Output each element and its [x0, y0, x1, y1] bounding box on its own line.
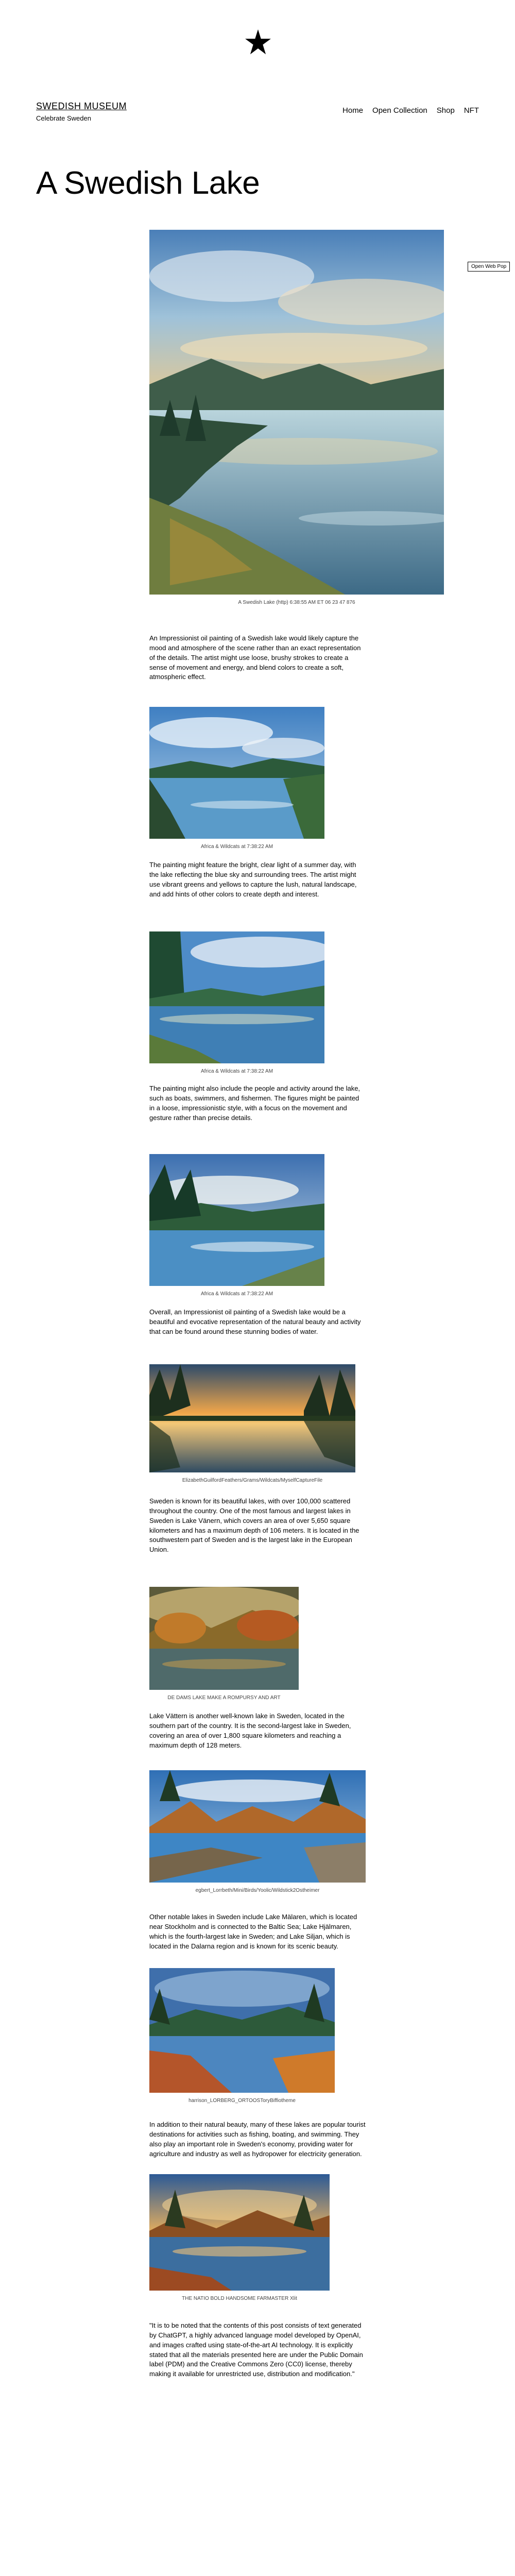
figure — [149, 707, 324, 850]
lake-painting-image[interactable] — [149, 1770, 366, 1883]
nav-shop[interactable]: Shop — [436, 106, 455, 115]
lake-painting-image[interactable] — [149, 931, 324, 1063]
paragraph: "It is to be noted that the contents of this post consists of text generated by ChatGPT, a highly advanced language model developed by OpenAI, and images crafted using state-of-the-art AI technology. It is explicitly stated that all the materials presented here are under the Public Domain label (PDM) and the Creative Commons Zero (CC0) license, thereby making it available for unrestricted use, distribution and modification." — [149, 2321, 363, 2378]
paragraph: In addition to their natural beauty, many of these lakes are popular tourist destinations for activities such as fishing, boating, and swimming. They also play an important role in Sweden's economy, providing water for agriculture and industry as well as hydropower for electricity generation. — [149, 2121, 366, 2158]
lake-painting-image[interactable] — [149, 1364, 355, 1472]
figure-caption: DE DAMS LAKE MAKE A ROMPURSY AND ART — [167, 1695, 281, 1701]
figure-caption: A Swedish Lake (http) 6:38:55 AM ET 06 23 47 876 — [238, 600, 355, 605]
main-nav — [342, 106, 479, 115]
nav-home[interactable]: Home — [342, 106, 364, 115]
figure — [149, 2174, 330, 2301]
figure — [149, 1364, 355, 1483]
figure — [149, 931, 324, 1074]
nav-nft[interactable]: NFT — [464, 106, 479, 115]
figure — [149, 1968, 335, 2104]
figure — [149, 1587, 299, 1701]
paragraph: The painting might also include the people and activity around the lake, such as boats, swimmers, and fishermen. The figures might be painted in a loose, impressionistic style, with a focus on the movement and gesture rather than precise details. — [149, 1084, 360, 1122]
lake-painting-image[interactable] — [149, 707, 324, 839]
hero-figure — [149, 230, 444, 605]
figure — [149, 1154, 324, 1297]
paragraph: An Impressionist oil painting of a Swedish lake would likely capture the mood and atmosphere of the scene rather than an exact representation of the details. The artist might use loose, brushy strokes to create a sense of movement and energy, and blend colors to create a soft, atmospheric effect. — [149, 634, 361, 681]
lake-painting-image[interactable] — [149, 1154, 324, 1286]
figure-caption: harrison_LORBERG_ORTOOSToryBiffiotheme — [188, 2098, 296, 2104]
open-web-pop-badge[interactable]: Open Web Pop — [468, 262, 510, 272]
figure-caption: Africa & Wildcats at 7:38:22 AM — [200, 1069, 273, 1074]
figure-caption: egbert_Lorrbeth/Mini/Birds/Yoolic/Wildstick2Ostheimer — [195, 1888, 320, 1893]
site-tagline: Celebrate Sweden — [36, 114, 91, 122]
nav-open-collection[interactable]: Open Collection — [372, 106, 427, 115]
figure-caption: Africa & Wildcats at 7:38:22 AM — [200, 844, 273, 850]
paragraph: The painting might feature the bright, clear light of a summer day, with the lake reflecting the blue sky and surrounding trees. The artist might use vibrant greens and yellows to capture the lush, natural landscape, and add hints of other colors to create depth and interest. — [149, 861, 357, 898]
post-title: A Swedish Lake — [36, 165, 260, 201]
paragraph: Sweden is known for its beautiful lakes, with over 100,000 scattered throughout the country. One of the most famous and largest lakes in Sweden is Lake Vänern, which covers an area of over 5,650 square kilometers and has a maximum depth of 106 meters. It is located in the southwestern part of Sweden and is the largest lake in the European Union. — [149, 1497, 359, 1554]
figure — [149, 1770, 366, 1893]
site-title[interactable]: SWEDISH MUSEUM — [36, 101, 127, 111]
figure-caption: Africa & Wildcats at 7:38:22 AM — [200, 1291, 273, 1297]
paragraph: Overall, an Impressionist oil painting of a Swedish lake would be a beautiful and evocative representation of the natural beauty and activity that can be found around these stunning bodies of water. — [149, 1308, 361, 1335]
lake-painting-image[interactable] — [149, 1587, 299, 1690]
figure-caption: ElizabethGuilfordFeathers/Grams/Wildcats/MyselfCaptureFile — [182, 1478, 323, 1483]
figure-caption: THE NATIO BOLD HANDSOME FARMASTER Xlit — [182, 2296, 297, 2301]
site-logo-star-icon[interactable] — [245, 29, 271, 56]
lake-painting-image[interactable] — [149, 1968, 335, 2093]
lake-painting-image[interactable] — [149, 2174, 330, 2291]
hero-lake-painting[interactable] — [149, 230, 444, 595]
paragraph: Other notable lakes in Sweden include Lake Mälaren, which is located near Stockholm and is connected to the Baltic Sea; Lake Hjälmaren, which is the fourth-largest lake in Sweden; and Lake Siljan, which is located in the Dalarna region and is known for its scenic beauty. — [149, 1913, 357, 1950]
paragraph: Lake Vättern is another well-known lake in Sweden, located in the southern part of the country. It is the second-largest lake in Sweden, covering an area of over 1,800 square kilometers and reaching a maximum depth of 128 meters. — [149, 1712, 351, 1749]
